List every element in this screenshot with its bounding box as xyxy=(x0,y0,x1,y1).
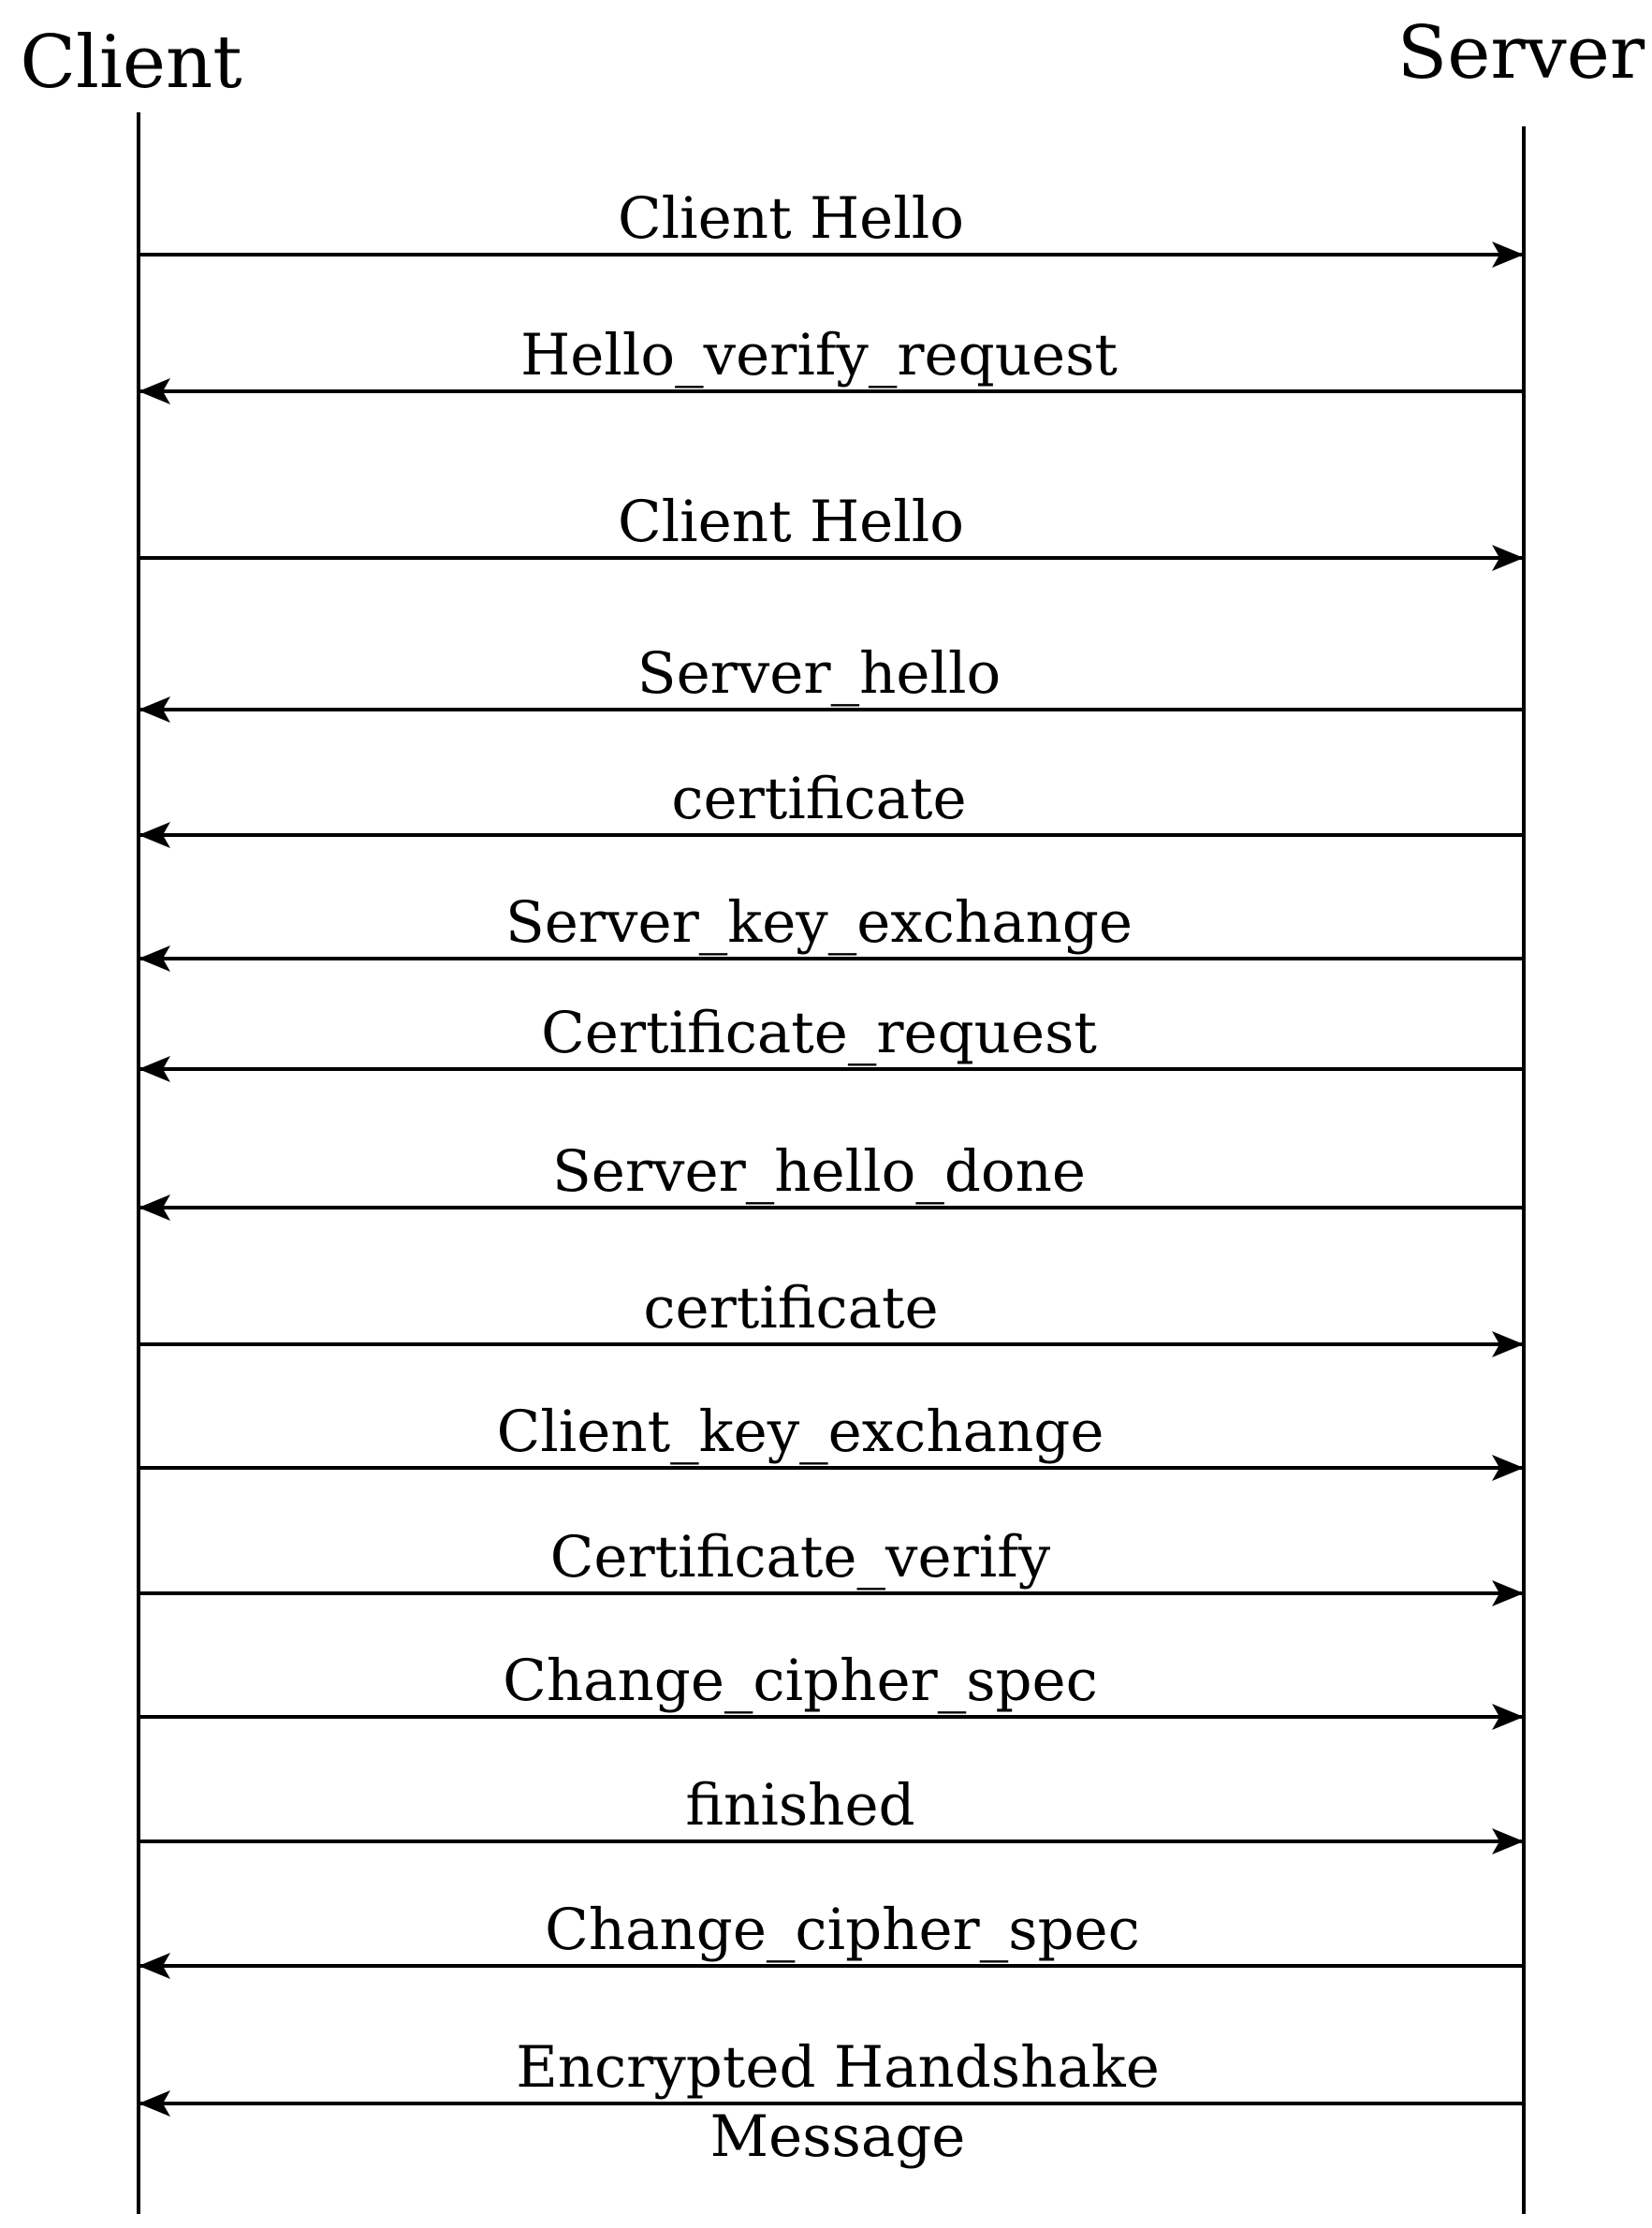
message-4 xyxy=(139,640,1524,723)
message-label: Encrypted Handshake xyxy=(516,2034,1160,2101)
message-label: finished xyxy=(685,1772,915,1839)
message-label: Client_key_exchange xyxy=(496,1399,1104,1465)
message-6 xyxy=(139,889,1524,972)
message-10 xyxy=(139,1399,1524,1481)
messages-group xyxy=(139,185,1524,2170)
message-8 xyxy=(139,1138,1524,1221)
message-7 xyxy=(139,1000,1524,1082)
message-label: Change_cipher_spec xyxy=(503,1648,1098,1714)
message-label: Server_hello xyxy=(636,640,1001,707)
message-15 xyxy=(139,2034,1524,2170)
server-actor-label: Server xyxy=(1396,11,1645,95)
message-label: Certificate_verify xyxy=(549,1524,1051,1590)
message-label: Hello_verify_request xyxy=(520,322,1118,388)
message-label: Client Hello xyxy=(617,185,965,252)
message-12 xyxy=(139,1648,1524,1730)
client-actor-label: Client xyxy=(20,21,242,105)
message-11 xyxy=(139,1524,1524,1606)
message-3 xyxy=(139,489,1524,571)
message-5 xyxy=(139,766,1524,848)
message-label: Certificate_request xyxy=(541,1000,1097,1066)
message-9 xyxy=(139,1275,1524,1357)
message-1 xyxy=(139,185,1524,268)
message-label: certificate xyxy=(671,766,967,832)
message-label: certificate xyxy=(643,1275,939,1341)
message-14 xyxy=(139,1897,1524,1979)
message-label: Change_cipher_spec xyxy=(545,1897,1140,1963)
message-13 xyxy=(139,1772,1524,1854)
message-sublabel: Message xyxy=(709,2103,966,2170)
message-label: Server_hello_done xyxy=(551,1138,1087,1205)
message-label: Server_key_exchange xyxy=(504,889,1133,956)
message-label: Client Hello xyxy=(617,489,965,555)
message-2 xyxy=(139,322,1524,404)
